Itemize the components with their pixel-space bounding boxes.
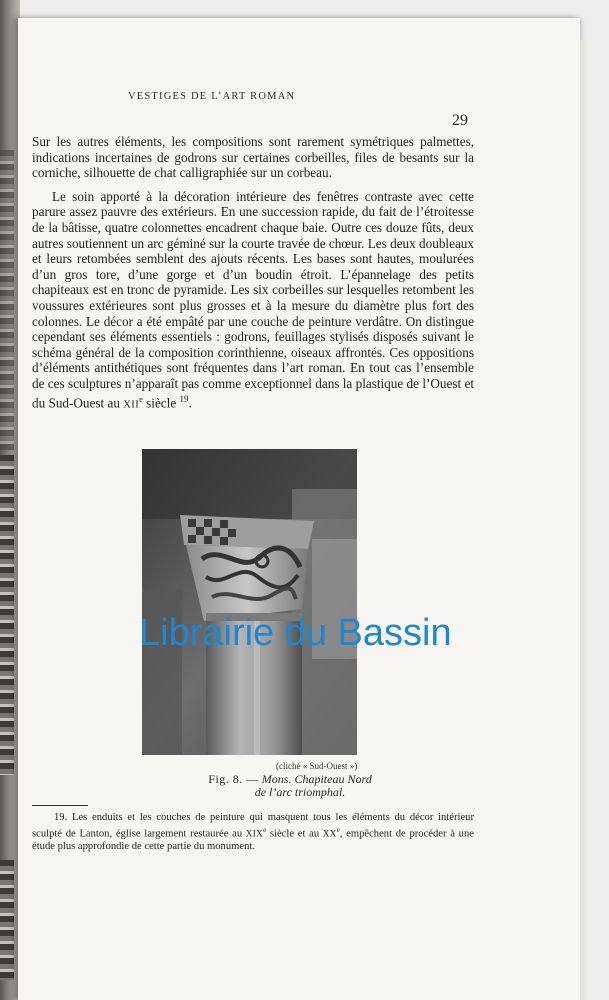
paragraph-2 — [32, 189, 474, 413]
footnote-text-1: 19. Les enduits et les couches de peinture qui masquent tous les éléments du décor intérieur sculpté de Lanton, église largement restaurée au — [32, 812, 474, 840]
footnote-rule — [32, 805, 88, 806]
paragraph-end: . — [188, 394, 192, 410]
adjacent-page-photo-strip-lower — [0, 860, 14, 980]
page-stack-edge — [580, 40, 590, 1000]
century-numeral: XII — [123, 398, 140, 410]
footnote-century-19: XIX — [245, 828, 264, 839]
century-word: siècle — [142, 394, 180, 410]
adjacent-page-photo-strip — [0, 455, 14, 775]
footnote-text-2: siècle et au — [266, 828, 323, 840]
paragraph-2-text: Le soin apporté à la décoration intérieure des fenêtres contraste avec cette parure assez pauvre des extérieurs. En une succession rapide, du fait de l’étroitesse de la bâtisse, quatre colonnettes encadrent chaque baie. Outre ces douze fûts, deux autres soutiennent un arc géminé sur la courte travée de chœur. Les deux doubleaux et leurs retombées semblent des ajouts récents. Les bases sont hautes, moulurées d’un gros tore, d’une gorge et d’un boudin étroit. L’épannelage des petits chapiteaux est en tronc de pyramide. Les six corbeilles sur lesquelles retombent les voussures extérieures sont plus grosses et à la mesure du diamètre plus fort des colonnes. Le décor a été empâté par une couche de peinture verdâtre. On distingue cependant ses éléments essentiels : godrons, feuillages stylisés disposés suivant le schéma général de la composition corinthienne, oiseaux affrontés. Ces oppositions d’éléments antithétiques sont fréquentes dans l’art roman. En tout cas l’ensemble de ces sculptures n’apparaît pas comme exceptionnel dans la plastique de l’Ouest et du Sud-Ouest au — [32, 188, 474, 410]
body-text — [32, 134, 474, 412]
figure-caption — [170, 773, 410, 799]
footnote-sup-1: e — [263, 826, 267, 835]
watermark-text: Librairie du Bassin — [139, 612, 452, 654]
photo-credit: (cliché « Sud-Ouest ») — [276, 761, 358, 771]
adjacent-page-photo-strip-top — [0, 150, 14, 450]
figure-label: Fig. 8. — — [208, 772, 259, 786]
footnote-text-3: , empêchent de procéder à une étude plus approfondie de cette partie du monument. — [32, 828, 474, 852]
footnote-19 — [32, 812, 474, 853]
figure-subtitle: de l’arc triomphal. — [254, 785, 346, 799]
page-number: 29 — [452, 112, 468, 129]
footnote-sup-2: e — [336, 826, 340, 835]
footnote-ref: 19 — [179, 393, 189, 404]
paragraph-1: Sur les autres éléments, les compositions sont rarement symétriques palmettes, indications incertaines de godrons sur certaines corbeilles, files de besants sur la corniche, silhouette de chat calligraphiée sur un corbeau. — [32, 134, 474, 181]
footnote — [32, 812, 474, 853]
footnote-century-20: XX — [322, 828, 337, 839]
capital-photo-illustration — [142, 449, 357, 755]
running-head: VESTIGES DE L’ART ROMAN — [128, 91, 296, 102]
figure-photo-capital — [142, 449, 357, 755]
figure-title: Mons. Chapiteau Nord — [261, 772, 372, 786]
century-superscript: e — [139, 394, 143, 404]
